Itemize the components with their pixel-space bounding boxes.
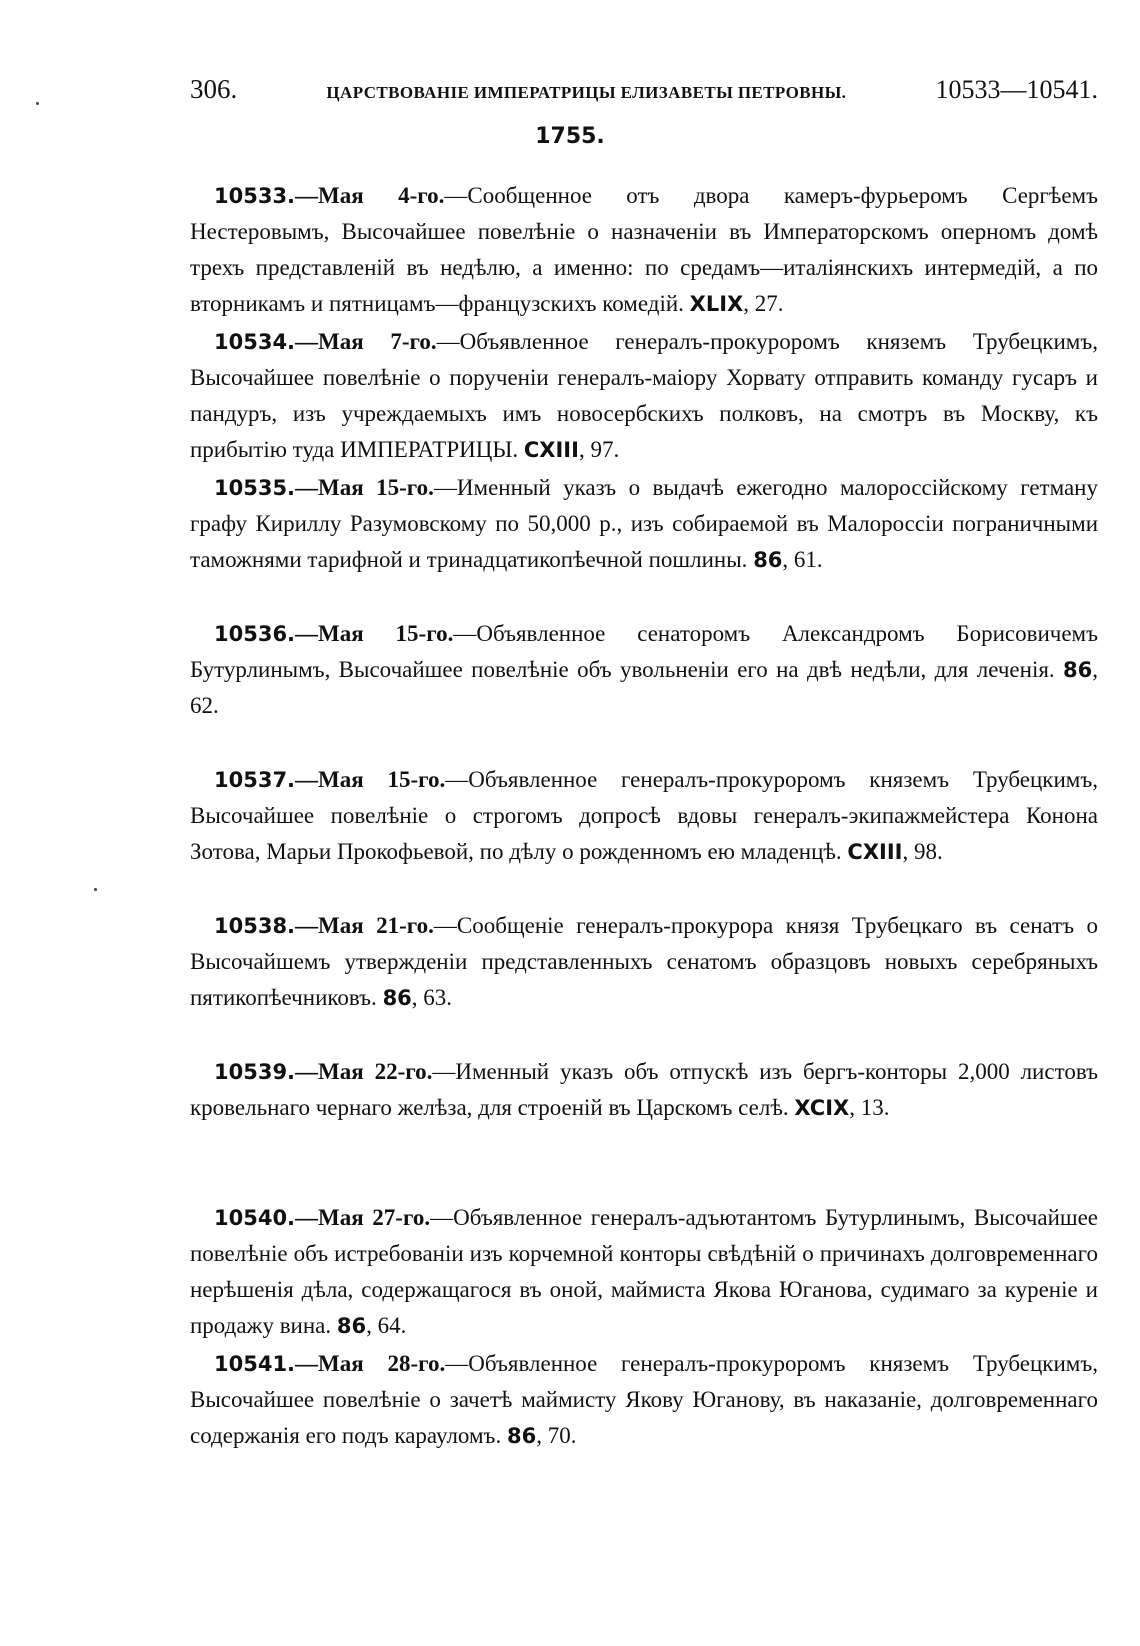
entries-list — [190, 178, 1098, 1492]
entry-number: 10534. — [214, 330, 296, 354]
entry-source-ref: 86 — [382, 986, 412, 1010]
entry-range: 10533—10541. — [935, 75, 1098, 104]
entry-number: 10538. — [214, 914, 296, 938]
entry-source-ref: XCIX — [794, 1096, 850, 1120]
entry-source-ref: 86 — [336, 1314, 367, 1338]
running-header — [190, 74, 1098, 114]
entry-number: 10537. — [214, 768, 296, 792]
entry-date: —Мая 21-го. — [295, 913, 434, 938]
entry-10538 — [190, 908, 1098, 1054]
scan-speck — [36, 102, 39, 105]
entry-text: —Сообщеніе генералъ-прокурора князя Трубецкаго въ сенатъ о Высочайшемъ утвержденіи представленныхъ сенатомъ образцовъ новыхъ серебряныхъ пятикопѣечниковъ. — [190, 913, 1098, 1010]
entry-source-ref: CXIII — [523, 438, 579, 462]
entry-source-page: , 64. — [366, 1313, 407, 1338]
entry-source-page: , 97. — [578, 437, 620, 462]
entry-number: 10540. — [214, 1206, 296, 1230]
entry-source-ref: 86 — [1063, 658, 1093, 682]
entry-source-ref: 86 — [753, 548, 783, 572]
entry-number: 10541. — [214, 1352, 296, 1376]
entry-text: —Объявленное генералъ-прокуроромъ княземъ Трубецкимъ, Высочайшее повелѣніе о зачетѣ маймисту Якову Юганову, въ наказаніе, долговременнаго содержанія его подъ карауломъ. — [190, 1351, 1098, 1448]
entry-text: —Объявленное сенаторомъ Александромъ Борисовичемъ Бутурлинымъ, Высочайшее повелѣніе объ увольненіи его на двѣ недѣли, для леченія. — [190, 621, 1098, 682]
entry-source-page: , 27. — [743, 291, 784, 316]
reign-title: ЦАРСТВОВАНІЕ ИМПЕРАТРИЦЫ ЕЛИЗАВЕТЫ ПЕТРОВНЫ. — [326, 83, 847, 102]
entry-source-ref: CXIII — [847, 840, 903, 864]
page-number: 306. — [190, 74, 238, 104]
entry-text: —Именный указъ о выдачѣ ежегодно малороссійскому гетману графу Кириллу Разумовскому по 50,000 р., изъ собираемой въ Малороссіи пограничными таможнями тарифной и тринадцатикопѣечной пошлины. — [190, 475, 1098, 572]
entry-text: —Объявленное генералъ-прокуроромъ княземъ Трубецкимъ, Высочайшее повелѣніе о порученіи генералъ-маіору Хорвату отправить команду гусаръ и пандуръ, изъ учреждаемыхъ имъ новосербскихъ полковъ, на смотръ въ Москву, къ прибытію туда ИМПЕРАТРИЦЫ. — [190, 329, 1098, 462]
entry-text: —Сообщенное отъ двора камеръ-фурьеромъ Сергѣемъ Нестеровымъ, Высочайшее повелѣніе о назначеніи въ Императорскомъ оперномъ домѣ трехъ представленій въ недѣлю, а именно: по средамъ—италіянскихъ интермедій, а по вторникамъ и пятницамъ—французскихъ комедій. — [190, 183, 1098, 316]
year-heading: 1755. — [535, 124, 605, 149]
entry-10533 — [190, 178, 1098, 324]
entry-date: —Мая 28-го. — [295, 1351, 446, 1376]
entry-text: —Объявленное генералъ-прокуроромъ княземъ Трубецкимъ, Высочайшее повелѣніе о строгомъ допросѣ вдовы генералъ-экипажмейстера Конона Зотова, Марьи Прокофьевой, по дѣлу о рожденномъ ею младенцѣ. — [190, 767, 1098, 864]
entry-source-page: , 62. — [190, 657, 1098, 718]
entry-date: —Мая 22-го. — [295, 1059, 433, 1084]
entry-source-page: , 61. — [782, 547, 823, 572]
entry-number: 10533. — [214, 184, 296, 208]
entry-source-page: , 98. — [902, 839, 943, 864]
entry-number: 10539. — [214, 1060, 296, 1084]
scan-speck — [94, 888, 97, 891]
entry-number: 10536. — [214, 622, 296, 646]
entry-number: 10535. — [214, 476, 296, 500]
entry-10535 — [190, 470, 1098, 616]
entry-date: —Мая 15-го. — [295, 767, 446, 792]
entry-10539 — [190, 1054, 1098, 1200]
entry-source-ref: 86 — [506, 1424, 537, 1448]
entry-10541 — [190, 1346, 1098, 1492]
entry-date: —Мая 15-го. — [295, 621, 454, 646]
entry-source-page: , 70. — [536, 1423, 577, 1448]
entry-text: —Именный указъ объ отпускѣ изъ бергъ-конторы 2,000 листовъ кровельнаго чернаго желѣза, для строеній въ Царскомъ селѣ. — [190, 1059, 1098, 1120]
entry-date: —Мая 4-го. — [295, 183, 445, 208]
entry-date: —Мая 7-го. — [295, 329, 437, 354]
entry-source-page: , 13. — [849, 1095, 890, 1120]
entry-date: —Мая 15-го. — [295, 475, 434, 500]
entry-text: —Объявленное генералъ-адъютантомъ Бутурлинымъ, Высочайшее повелѣніе объ истребованіи изъ корчемной конторы свѣдѣній о причинахъ долговременнаго нерѣшенія дѣла, содержащагося въ оной, маймиста Якова Юганова, судимаго за куреніе и продажу вина. — [190, 1205, 1098, 1338]
entry-10534 — [190, 324, 1098, 470]
entry-10536 — [190, 616, 1098, 762]
entry-date: —Мая 27-го. — [295, 1205, 431, 1230]
entry-source-ref: XLIX — [689, 292, 744, 316]
entry-10540 — [190, 1200, 1098, 1346]
entry-10537 — [190, 762, 1098, 908]
entry-source-page: , 63. — [411, 985, 453, 1010]
